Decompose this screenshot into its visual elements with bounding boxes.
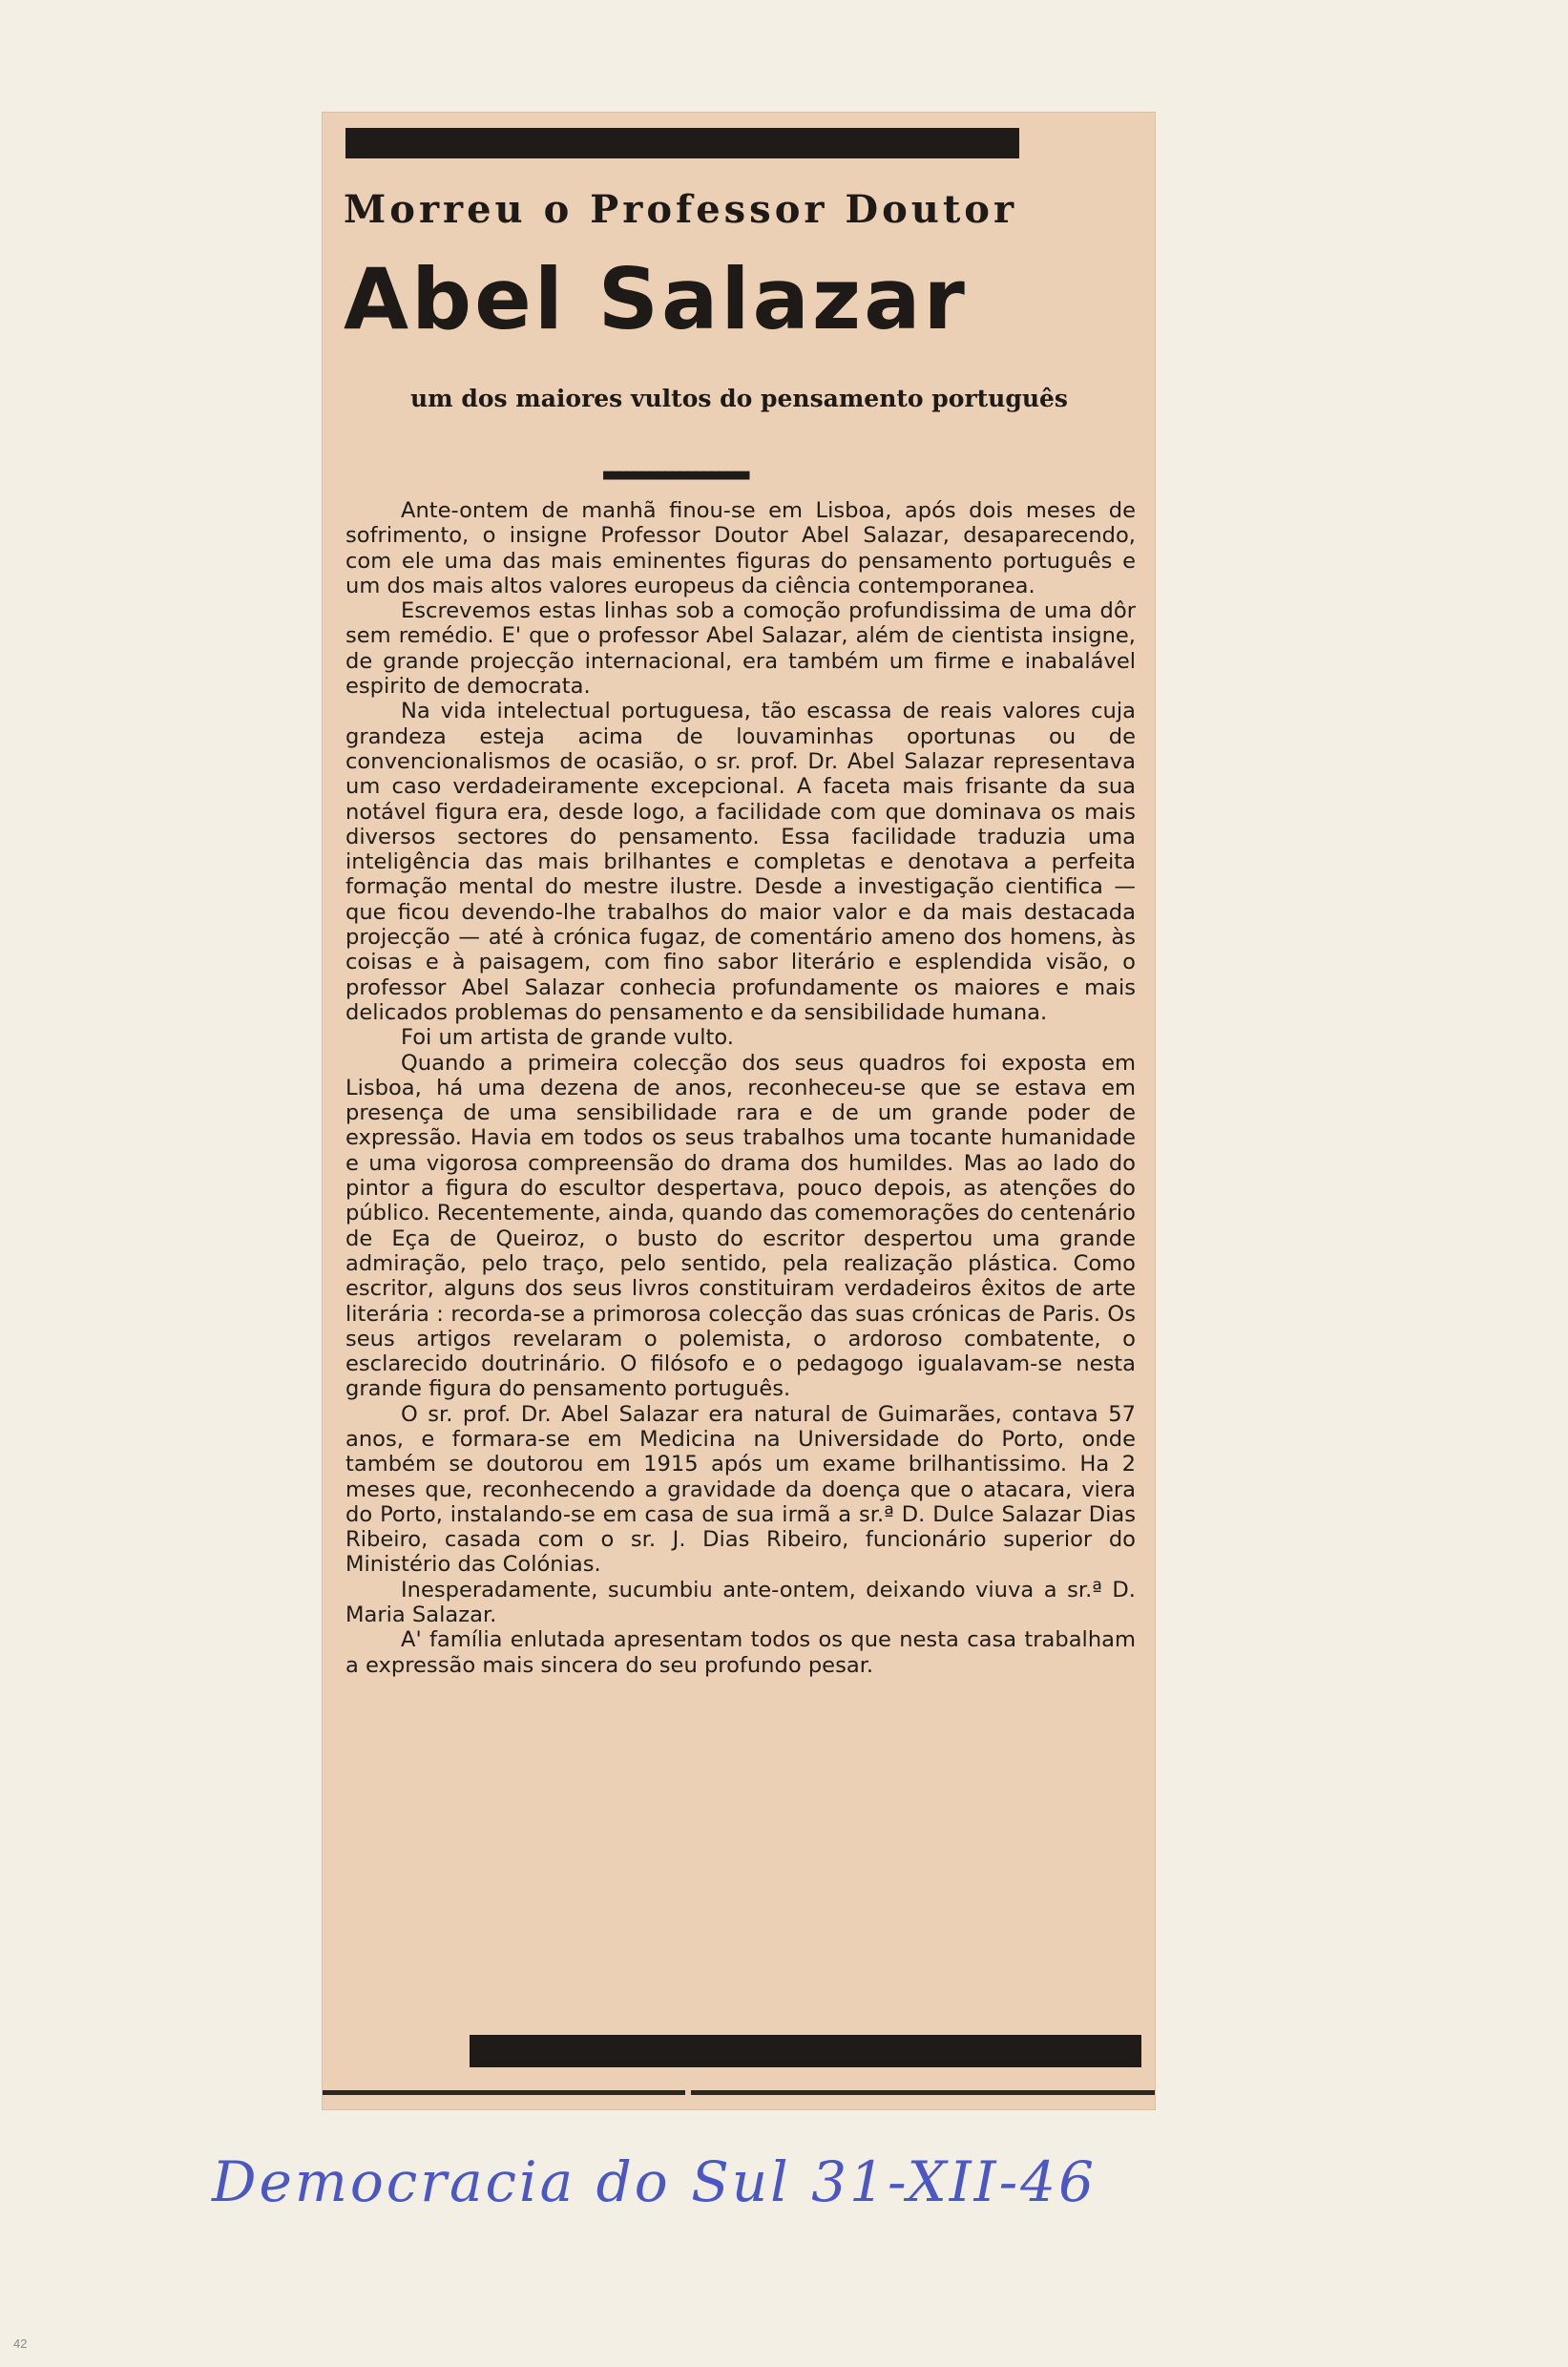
article-paragraph: Ante-ontem de manhã finou-se em Lisboa, após dois meses de sofrimento, o insigne Professor Doutor Abel Salazar, desaparecendo, com ele uma das mais eminentes figuras do pensamento português e um dos mais altos valores europeus da ciência contemporanea. [345, 498, 1136, 598]
article-paragraph: Na vida intelectual portuguesa, tão escassa de reais valores cuja grandeza esteja acima de louvaminhas oportunas ou de convencionalismos de ocasião, o sr. prof. Dr. Abel Salazar representava um caso verdadeiramente excepcional. A faceta mais frisante da sua notável figura era, desde logo, a facilidade com que dominava os mais diversos sectores do pensamento. Essa facilidade traduzia uma inteligência das mais brilhantes e completas e denotava a perfeita formação mental do mestre ilustre. Desde a investigação cientifica — que ficou devendo-lhe trabalhos do maior valor e da mais destacada projecção — até à crónica fugaz, de comentário ameno dos homens, às coisas e à paisagem, com fino sabor literário e esplendida visão, o professor Abel Salazar conhecia profundamente os maiores e mais delicados problemas do pensamento e da sensibilidade humana. [345, 699, 1136, 1025]
article-paragraph: Inesperadamente, sucumbiu ante-ontem, deixando viuva a sr.ª D. Maria Salazar. [345, 1577, 1136, 1628]
bottom-black-rule [470, 2035, 1141, 2067]
article-paragraph: Foi um artista de grande vulto. [401, 1025, 734, 1051]
article-paragraph: Escrevemos estas linhas sob a comoção profundissima de uma dôr sem remédio. E' que o professor Abel Salazar, além de cientista insigne, de grande projecção internacional, era também um firme e inabalável espirito de democrata. [345, 598, 1136, 700]
subheadline: um dos maiores vultos do pensamento português [410, 385, 1068, 412]
page-number: 42 [13, 2336, 28, 2351]
article-paragraph: A' família enlutada apresentam todos os que nesta casa trabalham a expressão mais sincera do seu profundo pesar. [345, 1627, 1136, 1678]
article-paragraph: Quando a primeira colecção dos seus quadros foi exposta em Lisboa, há uma dezena de anos, reconheceu-se que se estava em presença de uma sensibilidade rara e de um grande poder de expressão. Havia em todos os seus trabalhos uma tocante humanidade e uma vigorosa compreensão do drama dos humildes. Mas ao lado do pintor a figura do escultor despertava, pouco depois, as atenções do público. Recentemente, ainda, quando das comemorações do centenário de Eça de Queiroz, o busto do escritor despertou uma grande admiração, pelo traço, pelo sentido, pela realização plástica. Como escritor, alguns dos seus livros constituiram verdadeiros êxitos de arte literária : recorda-se a primorosa colecção das suas crónicas de Paris. Os seus artigos revelaram o polemista, o ardoroso combatente, o esclarecido doutrinário. O filósofo e o pedagogo igualavam-se nesta grande figura do pensamento português. [345, 1050, 1136, 1402]
article-paragraph: O sr. prof. Dr. Abel Salazar era natural de Guimarães, contava 57 anos, e formara-se em Medicina na Universidade do Porto, onde também se doutorou em 1915 após um exame brilhantissimo. Ha 2 meses que, reconhecendo a gravidade da doença que o atacara, viera do Porto, instalando-se em casa de sua irmã a sr.ª D. Dulce Salazar Dias Ribeiro, casada com o sr. J. Dias Ribeiro, funcionário superior do Ministério das Colónias. [345, 1401, 1136, 1578]
separator-dots: ■■■■■■■■■■■■■■■■■■■ [603, 466, 749, 483]
headline-line-1: Morreu o Professor Doutor [344, 187, 1018, 232]
handwritten-source-note: Democracia do Sul 31-XII-46 [212, 2149, 1097, 2214]
newspaper-clipping [323, 113, 1155, 2109]
bottom-thin-rule-left [323, 2090, 685, 2095]
headline-line-2: Abel Salazar [344, 250, 968, 348]
bottom-thin-rule-right [691, 2090, 1155, 2095]
top-black-rule [345, 128, 1019, 158]
article-body [345, 498, 1136, 1678]
